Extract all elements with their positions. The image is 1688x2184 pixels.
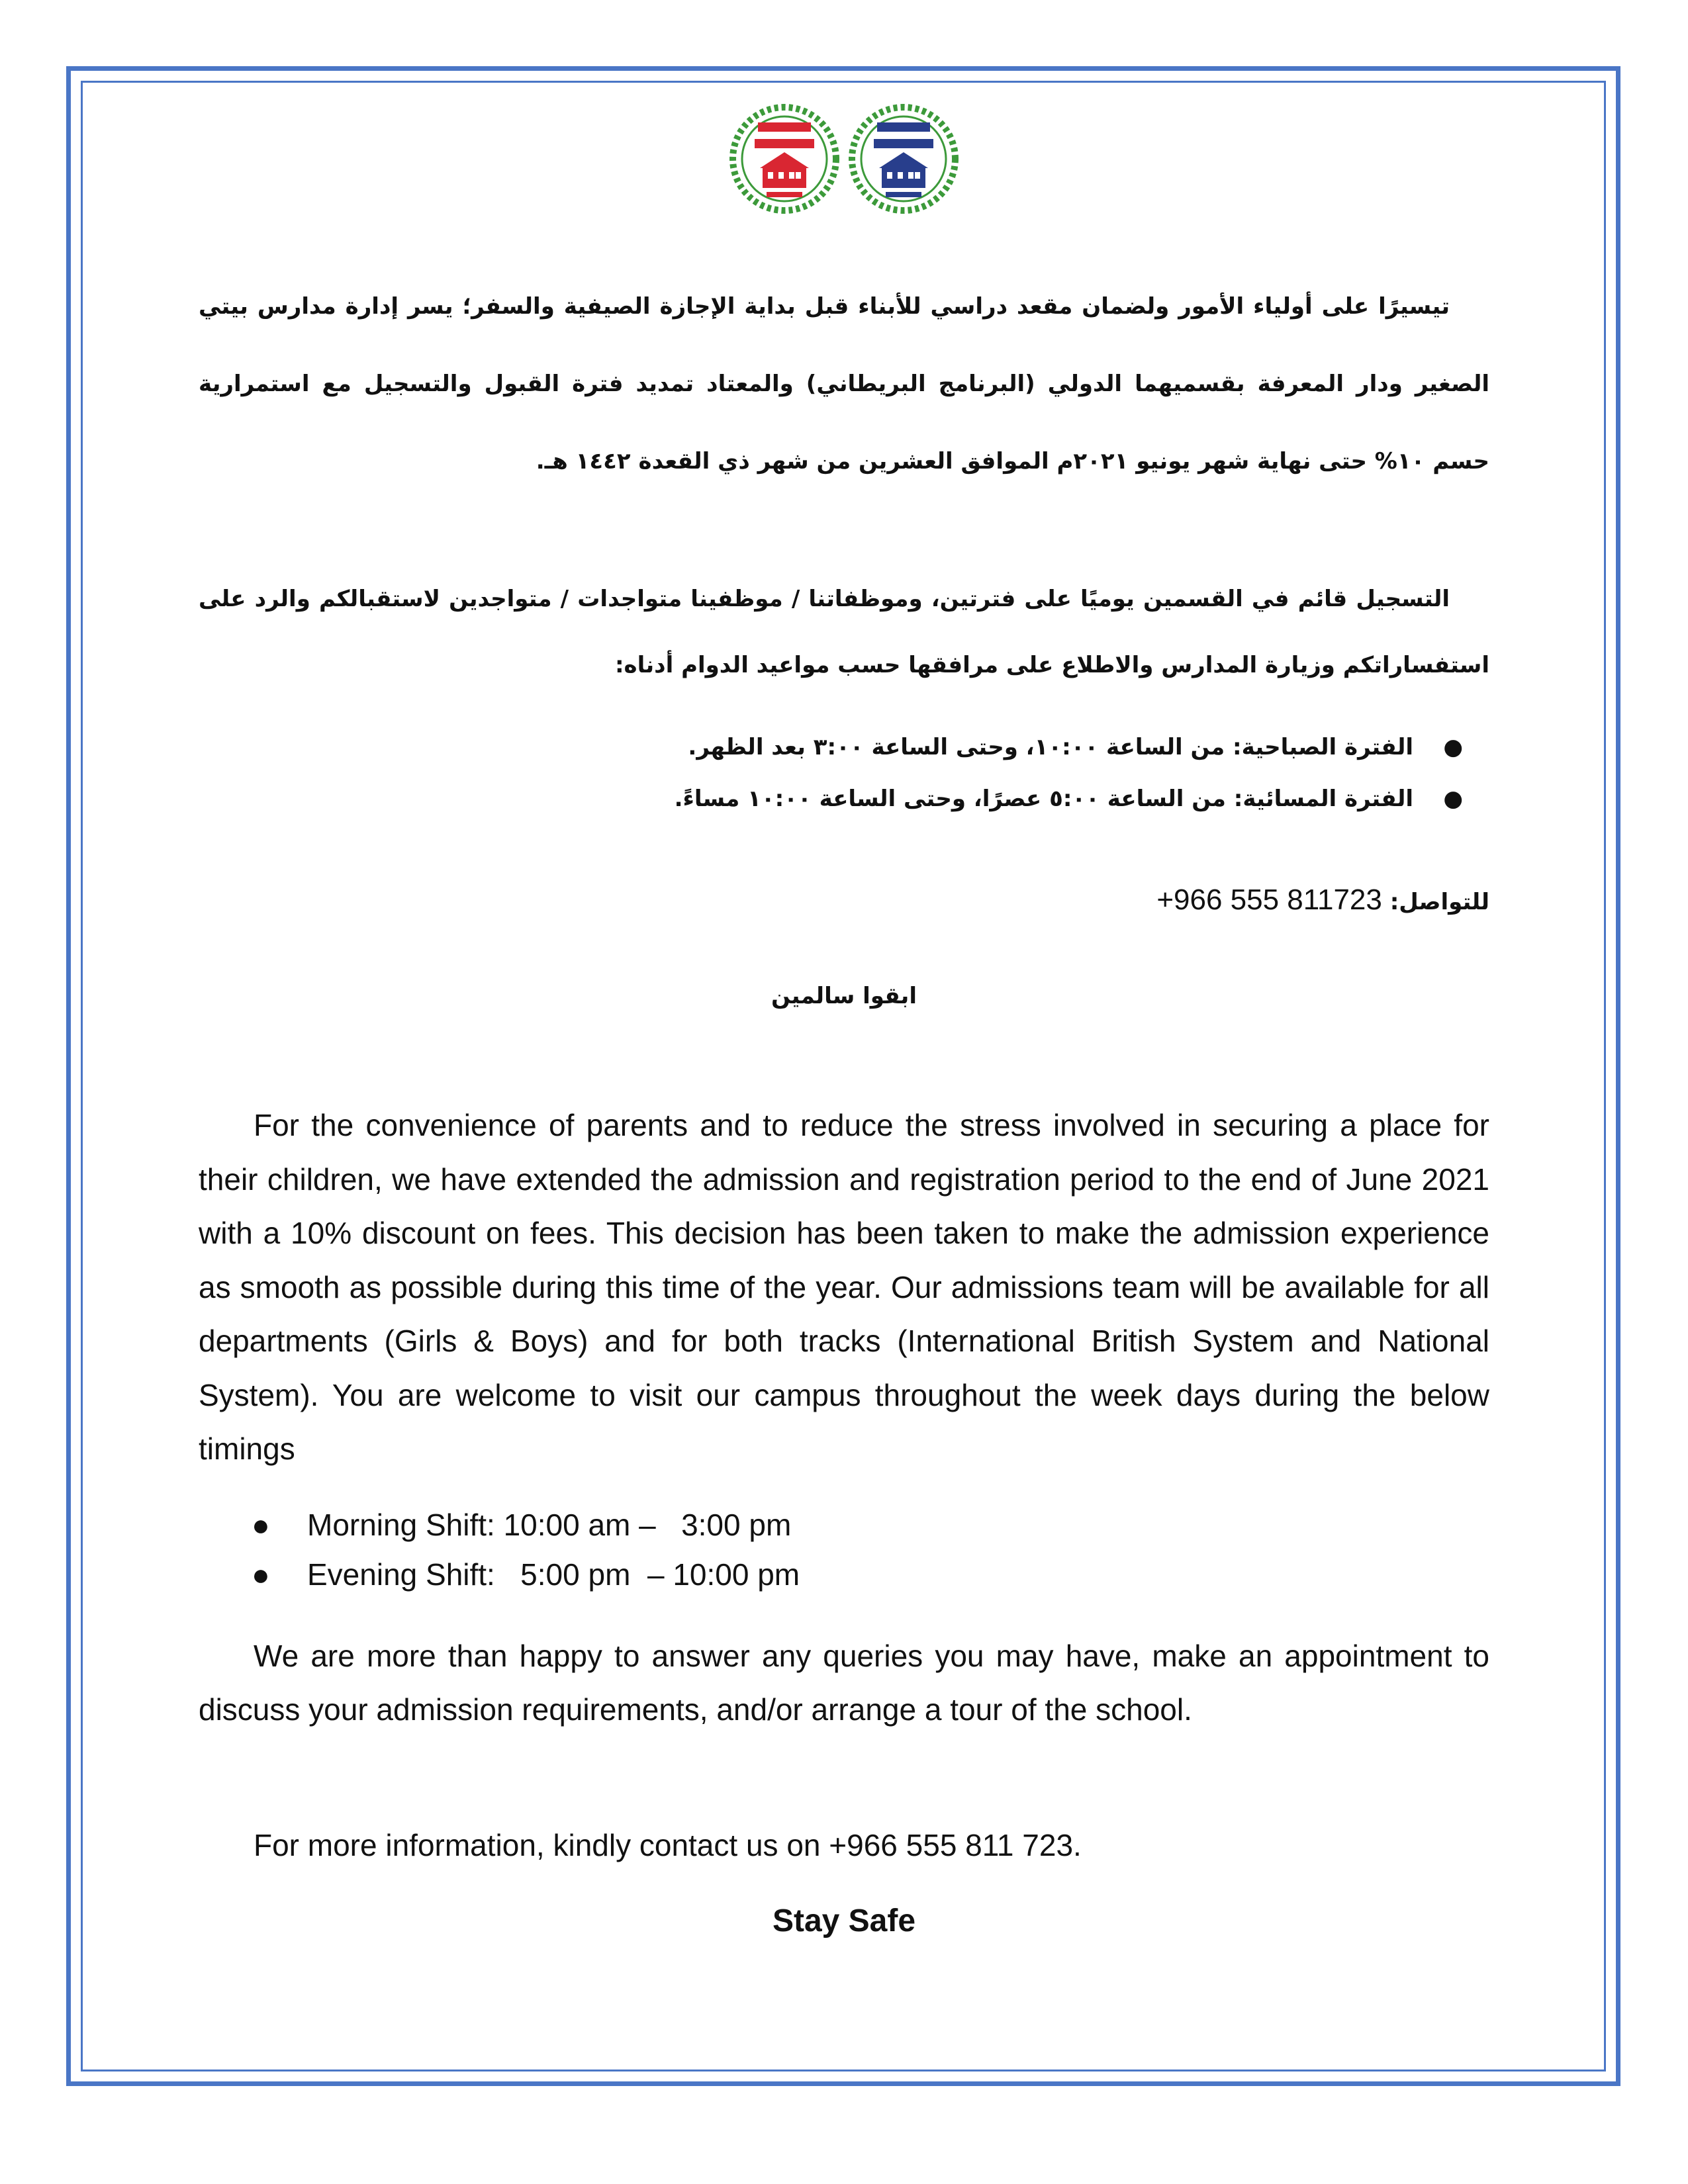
bullet-icon: ● xyxy=(252,1557,270,1592)
bullet-icon: ● xyxy=(1443,734,1463,760)
school-logos xyxy=(722,99,966,218)
school-emblem-blue-icon xyxy=(852,107,955,210)
list-item xyxy=(252,1550,800,1600)
arabic-contact-label: للتواصل: xyxy=(1389,889,1489,915)
arabic-paragraph-registration: التسجيل قائم في القسمين يوميًا على فترتين، وموظفاتنا / موظفينا متواجدات / متواجدين لاستقبالكم والرد على استفساراتكم وزيارة المدارس والاطلاع على مرافقها حسب مواعيد الدوام أدناه: xyxy=(199,586,1489,678)
english-paragraph-announcement: For the convenience of parents and to reduce the stress involved in securing a place for their children, we have extended the admission and registration period to the end of June 2021 with a 10% discount on fees. This decision has been taken to make the admission experience as smooth as possible during this time of the year. Our admissions team will be available for all departments (Girls & Boys) and for both tracks (International British System and National System). You are welcome to visit our campus throughout the week days during the below timings xyxy=(199,1108,1489,1466)
english-morning-shift: Morning Shift: 10:00 am – 3:00 pm xyxy=(307,1508,792,1542)
arabic-shift-list xyxy=(199,721,1489,825)
arabic-morning-shift: الفترة الصباحية: من الساعة ١٠:٠٠، وحتى الساعة ٣:٠٠ بعد الظهر. xyxy=(688,734,1413,760)
arabic-paragraph-announcement: تيسيرًا على أولياء الأمور ولضمان مقعد دراسي للأبناء قبل بداية الإجازة الصيفية والسفر؛ يسر إدارة مدارس بيتي الصغير ودار المعرفة بقسميهما الدولي (البرنامج البريطاني) والمعتاد تمديد فترة القبول والتسجيل مع استمرارية حسم ١٠% حتى نهاية شهر يونيو ٢٠٢١م الموافق العشرين من شهر ذي القعدة ١٤٤٢ هـ. xyxy=(199,293,1489,475)
arabic-contact xyxy=(1156,880,1489,922)
list-item xyxy=(252,1500,800,1550)
list-item xyxy=(199,721,1489,773)
english-paragraph-contact: For more information, kindly contact us on +966 555 811 723. xyxy=(254,1828,1082,1862)
school-emblem-red-icon xyxy=(733,107,836,210)
arabic-contact-phone: +966 555 811723 xyxy=(1156,884,1382,916)
bullet-icon: ● xyxy=(252,1508,270,1542)
bullet-icon: ● xyxy=(1443,786,1463,812)
arabic-evening-shift: الفترة المسائية: من الساعة ٥:٠٠ عصرًا، وحتى الساعة ١٠:٠٠ مساءً. xyxy=(674,786,1413,812)
english-stay-safe: Stay Safe xyxy=(772,1903,916,1938)
list-item xyxy=(199,773,1489,825)
english-paragraph-queries: We are more than happy to answer any queries you may have, make an appointment to discuss your admission requirements, and/or arrange a tour of the school. xyxy=(199,1639,1489,1727)
arabic-stay-safe: ابقوا سالمين xyxy=(771,983,917,1009)
english-evening-shift: Evening Shift: 5:00 pm – 10:00 pm xyxy=(307,1557,800,1592)
english-shift-list xyxy=(252,1500,800,1600)
